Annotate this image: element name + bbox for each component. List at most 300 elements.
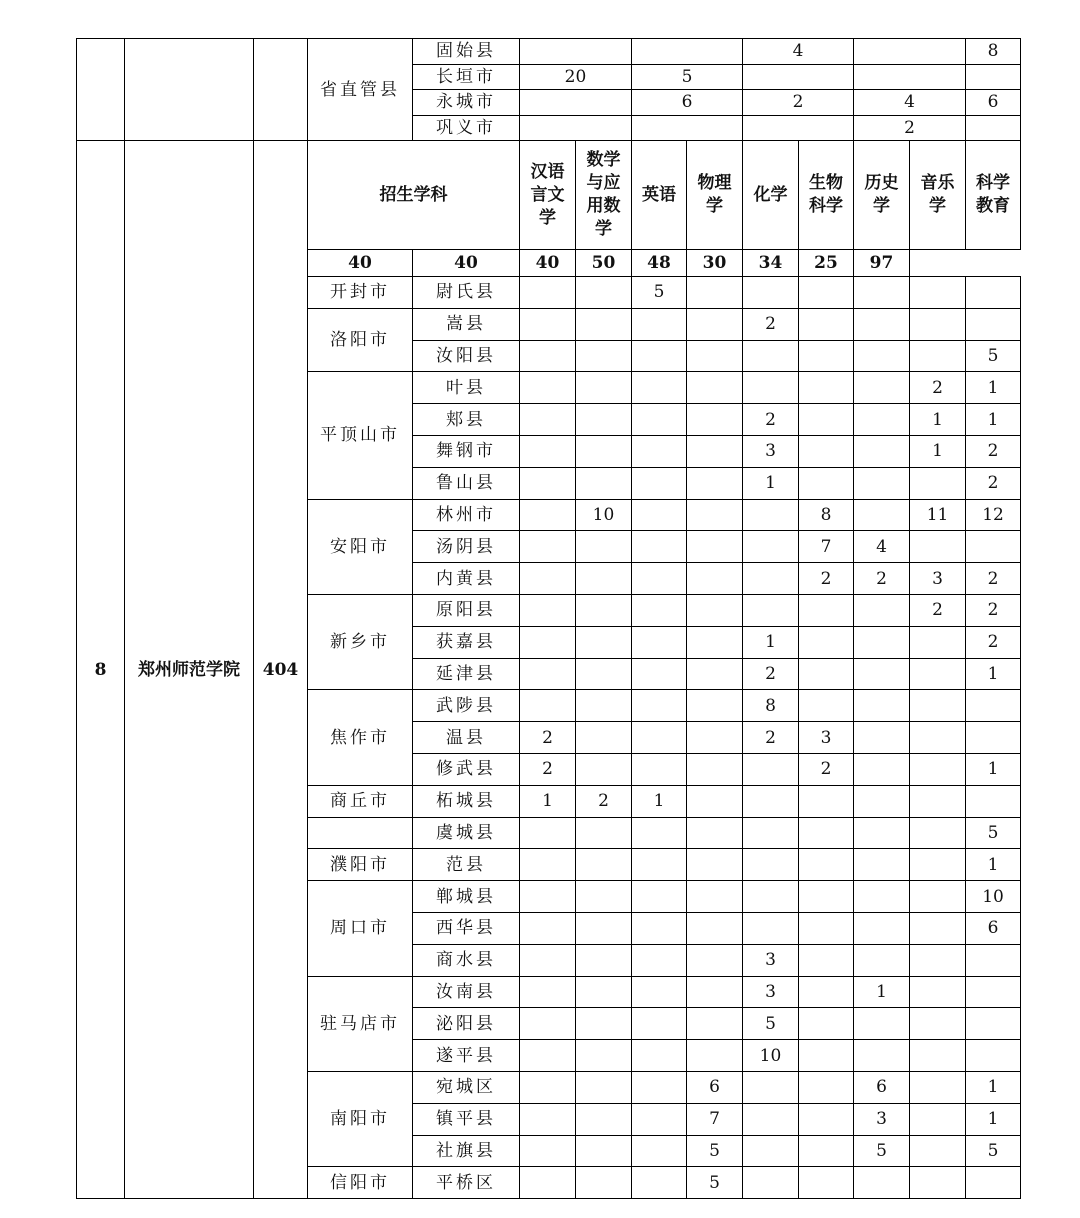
value-cell <box>687 340 743 372</box>
value-cell <box>799 912 854 944</box>
value-cell: 10 <box>576 499 632 531</box>
value-cell <box>743 594 799 626</box>
value-cell <box>632 1071 687 1103</box>
subject-count: 25 <box>799 250 854 277</box>
value-cell: 6 <box>632 90 743 116</box>
value-cell <box>576 1040 632 1072</box>
value-cell: 1 <box>966 372 1021 404</box>
value-cell: 8 <box>799 499 854 531</box>
value-cell <box>966 785 1021 817</box>
value-cell <box>520 340 576 372</box>
value-cell: 3 <box>743 976 799 1008</box>
city-name: 焦作市 <box>308 690 413 785</box>
value-cell <box>854 1040 910 1072</box>
value-cell <box>799 467 854 499</box>
value-cell <box>520 1167 576 1199</box>
value-cell <box>687 404 743 436</box>
subjects-label: 招生学科 <box>308 141 520 250</box>
value-cell <box>632 499 687 531</box>
value-cell <box>687 753 743 785</box>
value-cell <box>854 1008 910 1040</box>
county-name: 长垣市 <box>413 64 520 90</box>
value-cell: 2 <box>799 753 854 785</box>
value-cell <box>520 594 576 626</box>
county-name: 武陟县 <box>413 690 520 722</box>
value-cell: 10 <box>966 881 1021 913</box>
value-cell <box>854 785 910 817</box>
value-cell: 3 <box>743 435 799 467</box>
county-name: 遂平县 <box>413 1040 520 1072</box>
value-cell <box>799 849 854 881</box>
value-cell <box>576 435 632 467</box>
value-cell <box>966 1167 1021 1199</box>
value-cell <box>520 90 632 116</box>
value-cell <box>854 64 966 90</box>
value-cell: 2 <box>743 308 799 340</box>
value-cell <box>520 817 576 849</box>
value-cell <box>520 39 632 65</box>
subject-header-row <box>77 141 1021 250</box>
value-cell <box>910 658 966 690</box>
value-cell <box>687 849 743 881</box>
value-cell: 1 <box>854 976 910 1008</box>
value-cell: 2 <box>910 372 966 404</box>
value-cell <box>799 1040 854 1072</box>
value-cell: 2 <box>910 594 966 626</box>
subject-count: 40 <box>520 250 576 277</box>
value-cell: 6 <box>854 1071 910 1103</box>
subject-header: 科学 教育 <box>966 141 1021 250</box>
school-index: 8 <box>77 141 125 1199</box>
value-cell <box>910 1040 966 1072</box>
county-name: 延津县 <box>413 658 520 690</box>
value-cell <box>966 115 1021 141</box>
value-cell <box>743 563 799 595</box>
value-cell: 1 <box>910 404 966 436</box>
value-cell: 10 <box>743 1040 799 1072</box>
value-cell <box>687 626 743 658</box>
value-cell <box>854 467 910 499</box>
city-name: 开封市 <box>308 277 413 309</box>
county-name: 鲁山县 <box>413 467 520 499</box>
value-cell <box>799 658 854 690</box>
city-name <box>308 817 413 849</box>
value-cell: 12 <box>966 499 1021 531</box>
value-cell <box>854 308 910 340</box>
value-cell: 5 <box>854 1135 910 1167</box>
county-name: 虞城县 <box>413 817 520 849</box>
subject-header: 汉语 言文 学 <box>520 141 576 250</box>
county-name: 汤阴县 <box>413 531 520 563</box>
value-cell <box>799 1167 854 1199</box>
city-name: 南阳市 <box>308 1071 413 1166</box>
value-cell <box>576 817 632 849</box>
value-cell <box>687 499 743 531</box>
subject-count: 30 <box>687 250 743 277</box>
value-cell <box>576 881 632 913</box>
county-name: 郏县 <box>413 404 520 436</box>
value-cell <box>854 626 910 658</box>
value-cell <box>687 690 743 722</box>
value-cell <box>576 531 632 563</box>
value-cell <box>687 817 743 849</box>
value-cell: 6 <box>966 90 1021 116</box>
value-cell <box>632 115 743 141</box>
value-cell <box>799 1071 854 1103</box>
value-cell <box>910 340 966 372</box>
value-cell <box>854 435 910 467</box>
value-cell <box>854 849 910 881</box>
county-name: 原阳县 <box>413 594 520 626</box>
value-cell <box>910 722 966 754</box>
value-cell <box>743 817 799 849</box>
county-name: 叶县 <box>413 372 520 404</box>
value-cell <box>910 976 966 1008</box>
value-cell: 3 <box>910 563 966 595</box>
value-cell <box>743 115 854 141</box>
value-cell <box>632 372 687 404</box>
value-cell <box>910 849 966 881</box>
value-cell <box>576 404 632 436</box>
city-name: 信阳市 <box>308 1167 413 1199</box>
county-name: 固始县 <box>413 39 520 65</box>
value-cell <box>520 277 576 309</box>
county-name: 范县 <box>413 849 520 881</box>
value-cell: 7 <box>687 1103 743 1135</box>
value-cell <box>520 435 576 467</box>
value-cell <box>520 1103 576 1135</box>
value-cell <box>743 372 799 404</box>
value-cell <box>799 1008 854 1040</box>
value-cell: 4 <box>743 39 854 65</box>
subject-count: 97 <box>854 250 910 277</box>
value-cell: 2 <box>743 90 854 116</box>
value-cell <box>632 404 687 436</box>
value-cell <box>910 881 966 913</box>
value-cell <box>576 340 632 372</box>
value-cell: 1 <box>910 435 966 467</box>
value-cell <box>854 404 910 436</box>
value-cell <box>799 817 854 849</box>
value-cell <box>854 39 966 65</box>
value-cell: 1 <box>966 404 1021 436</box>
value-cell <box>743 785 799 817</box>
value-cell <box>799 594 854 626</box>
value-cell <box>576 563 632 595</box>
value-cell <box>576 976 632 1008</box>
value-cell <box>966 308 1021 340</box>
value-cell <box>910 277 966 309</box>
value-cell <box>799 1135 854 1167</box>
value-cell <box>687 467 743 499</box>
value-cell <box>687 881 743 913</box>
value-cell <box>910 1008 966 1040</box>
value-cell: 4 <box>854 531 910 563</box>
value-cell <box>520 881 576 913</box>
value-cell <box>520 404 576 436</box>
subject-count: 40 <box>413 250 520 277</box>
value-cell: 2 <box>799 563 854 595</box>
value-cell <box>520 1135 576 1167</box>
value-cell: 2 <box>966 563 1021 595</box>
value-cell: 8 <box>966 39 1021 65</box>
value-cell <box>854 753 910 785</box>
value-cell <box>743 64 854 90</box>
value-cell <box>910 531 966 563</box>
value-cell <box>520 467 576 499</box>
value-cell: 1 <box>966 753 1021 785</box>
value-cell <box>576 912 632 944</box>
value-cell <box>799 1103 854 1135</box>
city-name: 新乡市 <box>308 594 413 689</box>
value-cell <box>632 626 687 658</box>
value-cell <box>687 435 743 467</box>
value-cell <box>520 912 576 944</box>
value-cell: 2 <box>743 404 799 436</box>
value-cell <box>520 690 576 722</box>
value-cell <box>743 340 799 372</box>
value-cell <box>576 1167 632 1199</box>
value-cell <box>576 308 632 340</box>
value-cell: 1 <box>743 626 799 658</box>
city-name: 平顶山市 <box>308 372 413 499</box>
value-cell <box>576 594 632 626</box>
value-cell: 7 <box>799 531 854 563</box>
value-cell <box>854 881 910 913</box>
value-cell <box>632 658 687 690</box>
value-cell <box>576 849 632 881</box>
value-cell <box>743 277 799 309</box>
value-cell <box>966 690 1021 722</box>
value-cell <box>687 785 743 817</box>
value-cell: 2 <box>743 722 799 754</box>
school-total: 404 <box>254 141 308 1199</box>
subject-count: 48 <box>632 250 687 277</box>
group-label: 省直管县 <box>308 39 413 141</box>
value-cell <box>632 39 743 65</box>
value-cell <box>910 912 966 944</box>
value-cell <box>743 849 799 881</box>
value-cell <box>910 1135 966 1167</box>
county-name: 镇平县 <box>413 1103 520 1135</box>
county-name: 社旗县 <box>413 1135 520 1167</box>
value-cell <box>966 722 1021 754</box>
value-cell <box>520 308 576 340</box>
value-cell <box>687 976 743 1008</box>
value-cell <box>576 626 632 658</box>
value-cell <box>687 944 743 976</box>
value-cell <box>854 817 910 849</box>
value-cell <box>632 340 687 372</box>
county-name: 商水县 <box>413 944 520 976</box>
value-cell <box>687 1008 743 1040</box>
value-cell <box>520 372 576 404</box>
value-cell <box>632 753 687 785</box>
county-name: 获嘉县 <box>413 626 520 658</box>
value-cell <box>966 1008 1021 1040</box>
value-cell <box>520 626 576 658</box>
value-cell <box>687 1040 743 1072</box>
value-cell <box>632 1040 687 1072</box>
value-cell: 8 <box>743 690 799 722</box>
value-cell <box>854 277 910 309</box>
value-cell <box>910 1103 966 1135</box>
value-cell <box>576 944 632 976</box>
value-cell: 3 <box>743 944 799 976</box>
value-cell <box>687 531 743 563</box>
value-cell: 6 <box>687 1071 743 1103</box>
value-cell <box>854 722 910 754</box>
value-cell <box>632 563 687 595</box>
value-cell: 11 <box>910 499 966 531</box>
county-name: 内黄县 <box>413 563 520 595</box>
value-cell <box>743 1071 799 1103</box>
value-cell <box>743 499 799 531</box>
value-cell <box>854 1167 910 1199</box>
value-cell: 3 <box>799 722 854 754</box>
value-cell <box>576 372 632 404</box>
value-cell <box>799 881 854 913</box>
value-cell <box>854 340 910 372</box>
value-cell <box>910 467 966 499</box>
value-cell: 2 <box>966 467 1021 499</box>
index-cell <box>77 39 125 141</box>
value-cell <box>799 785 854 817</box>
value-cell <box>854 690 910 722</box>
county-name: 汝阳县 <box>413 340 520 372</box>
value-cell <box>743 531 799 563</box>
value-cell <box>799 277 854 309</box>
value-cell: 1 <box>966 658 1021 690</box>
value-cell <box>910 626 966 658</box>
value-cell <box>687 594 743 626</box>
value-cell <box>576 722 632 754</box>
value-cell <box>854 658 910 690</box>
county-name: 郸城县 <box>413 881 520 913</box>
value-cell <box>632 1135 687 1167</box>
value-cell <box>966 531 1021 563</box>
value-cell <box>520 531 576 563</box>
value-cell: 3 <box>854 1103 910 1135</box>
value-cell <box>632 976 687 1008</box>
value-cell: 20 <box>520 64 632 90</box>
value-cell <box>520 563 576 595</box>
value-cell <box>910 785 966 817</box>
value-cell <box>910 1167 966 1199</box>
value-cell <box>632 1167 687 1199</box>
value-cell <box>687 658 743 690</box>
value-cell <box>966 976 1021 1008</box>
value-cell <box>520 944 576 976</box>
county-name: 永城市 <box>413 90 520 116</box>
value-cell: 2 <box>966 626 1021 658</box>
value-cell <box>576 1008 632 1040</box>
county-name: 林州市 <box>413 499 520 531</box>
value-cell <box>632 817 687 849</box>
value-cell <box>799 976 854 1008</box>
value-cell: 1 <box>743 467 799 499</box>
subject-header: 历史 学 <box>854 141 910 250</box>
value-cell: 2 <box>966 594 1021 626</box>
county-name: 平桥区 <box>413 1167 520 1199</box>
value-cell <box>854 499 910 531</box>
value-cell <box>687 912 743 944</box>
value-cell <box>520 1008 576 1040</box>
value-cell <box>576 753 632 785</box>
value-cell <box>632 690 687 722</box>
county-name: 尉氏县 <box>413 277 520 309</box>
value-cell: 5 <box>966 340 1021 372</box>
value-cell <box>576 1135 632 1167</box>
value-cell <box>520 499 576 531</box>
value-cell <box>687 308 743 340</box>
value-cell <box>743 912 799 944</box>
value-cell <box>520 849 576 881</box>
city-name: 洛阳市 <box>308 308 413 372</box>
value-cell <box>743 1167 799 1199</box>
value-cell: 1 <box>520 785 576 817</box>
value-cell: 5 <box>687 1135 743 1167</box>
value-cell <box>576 1103 632 1135</box>
value-cell <box>799 404 854 436</box>
value-cell: 2 <box>576 785 632 817</box>
value-cell <box>687 722 743 754</box>
value-cell <box>576 277 632 309</box>
value-cell <box>799 435 854 467</box>
value-cell <box>687 563 743 595</box>
value-cell: 2 <box>854 115 966 141</box>
value-cell: 2 <box>520 753 576 785</box>
value-cell <box>576 1071 632 1103</box>
value-cell <box>799 626 854 658</box>
city-name: 濮阳市 <box>308 849 413 881</box>
value-cell <box>910 817 966 849</box>
value-cell <box>966 277 1021 309</box>
value-cell: 2 <box>966 435 1021 467</box>
county-name: 修武县 <box>413 753 520 785</box>
value-cell <box>799 340 854 372</box>
value-cell <box>520 1040 576 1072</box>
subject-header: 化学 <box>743 141 799 250</box>
value-cell <box>966 1040 1021 1072</box>
value-cell <box>799 690 854 722</box>
value-cell <box>632 1008 687 1040</box>
value-cell: 6 <box>966 912 1021 944</box>
subject-header: 生物 科学 <box>799 141 854 250</box>
value-cell: 5 <box>632 277 687 309</box>
subject-header: 音乐 学 <box>910 141 966 250</box>
county-name: 汝南县 <box>413 976 520 1008</box>
school-cell <box>125 39 254 141</box>
value-cell: 5 <box>966 817 1021 849</box>
school-name: 郑州师范学院 <box>125 141 254 1199</box>
county-name: 泌阳县 <box>413 1008 520 1040</box>
value-cell <box>632 467 687 499</box>
value-cell: 1 <box>632 785 687 817</box>
county-name: 舞钢市 <box>413 435 520 467</box>
value-cell <box>632 912 687 944</box>
value-cell <box>632 594 687 626</box>
value-cell: 1 <box>966 1071 1021 1103</box>
value-cell <box>632 881 687 913</box>
value-cell <box>910 690 966 722</box>
county-name: 温县 <box>413 722 520 754</box>
value-cell <box>632 308 687 340</box>
value-cell <box>910 308 966 340</box>
value-cell <box>576 690 632 722</box>
value-cell <box>910 944 966 976</box>
subject-count: 40 <box>308 250 413 277</box>
